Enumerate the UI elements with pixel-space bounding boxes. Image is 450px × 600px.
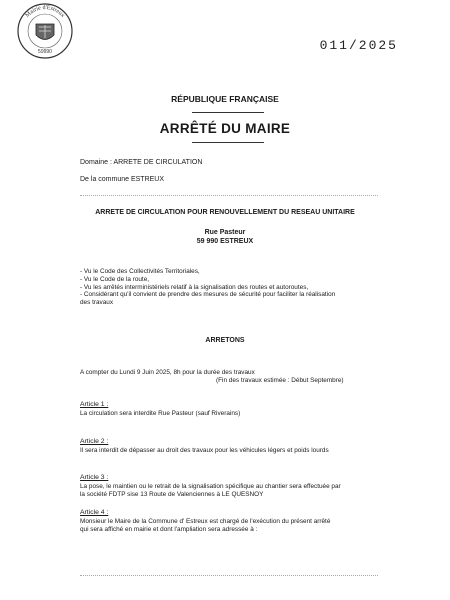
commune-line: De la commune ESTREUX [80, 176, 165, 183]
domain-line: Domaine : ARRETE DE CIRCULATION [80, 159, 203, 166]
article-line: la société FDTP sise 13 Route de Valenciennes à LE QUESNOY [80, 491, 264, 498]
article-2-label: Article 2 : [80, 438, 109, 445]
consideration-item: - Considérant qu'il convient de prendre des mesures de sécurité pour faciliter la réalisation [80, 291, 336, 299]
consideration-item: des travaux [80, 299, 114, 307]
consideration-item: - Vu les arrêtés interministériels relatif à la signalisation des routes et autoroutes, [80, 283, 309, 291]
svg-text:Mairie d'Estreux [25, 5, 66, 19]
divider [192, 112, 264, 113]
article-line: Il sera interdit de dépasser au droit des travaux pour les véhicules légers et poids lourds [80, 447, 329, 454]
article-1-label: Article 1 : [80, 401, 109, 408]
consideration-item: - Vu le Code de la route, [80, 275, 150, 283]
consideration-item: - Vu le Code des Collectivités Territoriales, [80, 268, 200, 275]
stamp-postcode: 59990 [38, 49, 52, 55]
stamp-ring-text: Mairie d'Estreux [24, 4, 66, 19]
article-2-text [80, 447, 380, 455]
street-name: Rue Pasteur [204, 229, 246, 236]
article-4-label: Article 4 : [80, 509, 109, 516]
dotted-separator [80, 195, 378, 196]
document-number: 011/2025 [319, 38, 398, 53]
end-note: (Fin des travaux estimée : Début Septembre) [216, 377, 344, 384]
coat-of-arms-icon [16, 2, 74, 60]
divider [192, 142, 264, 143]
article-line: La pose, le maintien ou le retrait de la signalisation spécifique au chantier sera effectuée par [80, 483, 341, 490]
arretons-heading: ARRETONS [205, 337, 245, 344]
location-block [0, 228, 450, 246]
page-title: ARRÊTÉ DU MAIRE [159, 121, 291, 136]
city-name: 59 990 ESTREUX [196, 238, 254, 245]
article-3-label: Article 3 : [80, 474, 109, 481]
dotted-separator [80, 575, 378, 576]
article-line: qui sera affiché en mairie et dont l'ampliation sera adressée à : [80, 526, 258, 533]
republic-heading: RÉPUBLIQUE FRANÇAISE [171, 94, 279, 104]
article-line: Monsieur le Maire de la Commune d' Estreux est chargé de l'exécution du présent arrêté [80, 518, 331, 525]
article-line: La circulation sera interdite Rue Pasteur (sauf Riverains) [80, 410, 241, 417]
article-4-text [80, 518, 380, 534]
article-3-text [80, 483, 380, 499]
section-title: ARRETE DE CIRCULATION POUR RENOUVELLEMENT DU RESEAU UNITAIRE [95, 209, 355, 216]
article-1-text [80, 410, 380, 418]
start-date: A compter du Lundi 9 Juin 2025, 8h pour la durée des travaux [80, 369, 255, 376]
mairie-stamp [16, 2, 74, 60]
considerations-list [80, 268, 380, 307]
